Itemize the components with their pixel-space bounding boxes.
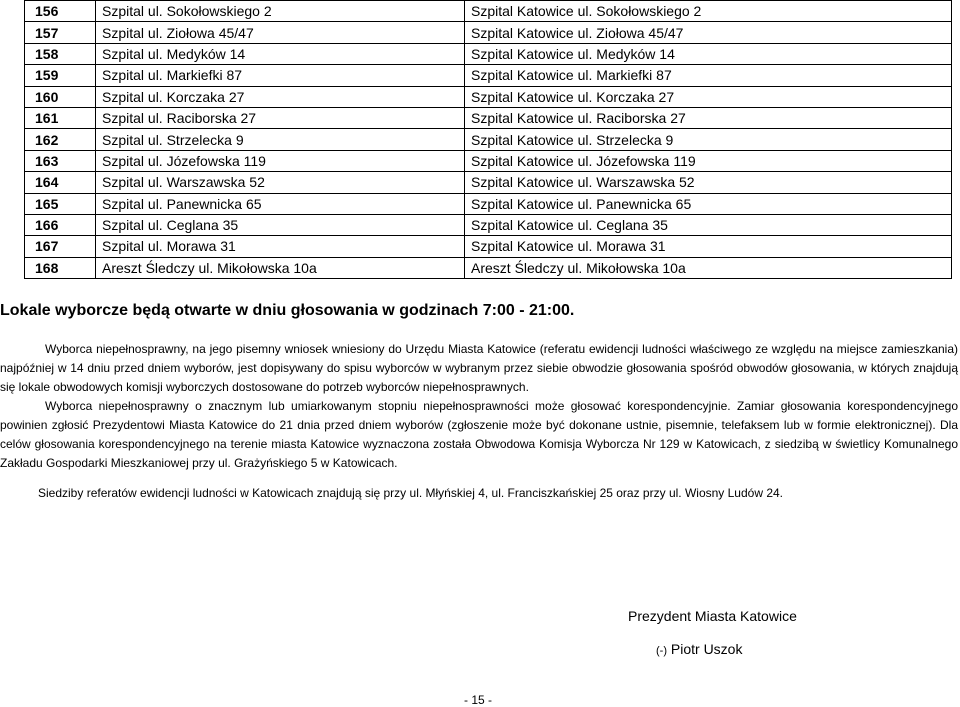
polling-districts-table [24, 0, 952, 279]
district-location-cell: Szpital ul. Ceglana 35 [96, 214, 465, 235]
district-location-cell: Szpital ul. Markiefki 87 [96, 65, 465, 86]
district-number-cell: 161 [25, 107, 96, 128]
table-row [25, 107, 952, 128]
district-number-cell: 164 [25, 172, 96, 193]
signatory-title: Prezydent Miasta Katowice [628, 608, 797, 624]
table-row [25, 172, 952, 193]
signatory-name: Piotr Uszok [670, 641, 743, 657]
commission-seat-cell: Szpital Katowice ul. Medyków 14 [465, 43, 952, 64]
district-location-cell: Szpital ul. Warszawska 52 [96, 172, 465, 193]
page-number: - 15 - [464, 693, 493, 707]
commission-seat-cell: Szpital Katowice ul. Raciborska 27 [465, 107, 952, 128]
district-location-cell: Szpital ul. Panewnicka 65 [96, 193, 465, 214]
table-row [25, 129, 952, 150]
table-row [25, 43, 952, 64]
district-number-cell: 163 [25, 150, 96, 171]
table-row [25, 1, 952, 22]
district-location-cell: Areszt Śledczy ul. Mikołowska 10a [96, 257, 465, 278]
commission-seat-cell: Szpital Katowice ul. Markiefki 87 [465, 65, 952, 86]
postal-voting-paragraph: Wyborca niepełnosprawny o znacznym lub umiarkowanym stopniu niepełnosprawności może głosować korespondencyjnie. Zamiar głosowania korespondencyjnego powinien zgłosić Prezydentowi Miasta Katowice do 21 dnia przed dniem wyborów (zgłoszenie może być dokonane ustnie, pisemnie, telefaksem lub w formie elektronicznej). Dla celów głosowania korespondencyjnego na terenie miasta Katowice wyznaczona została Obwodowa Komisja Wyborcza Nr 129 w Katowicach, z siedzibą w świetlicy Komunalnego Zakładu Gospodarki Mieszkaniowej przy ul. Grażyńskiego 5 w Katowicach. [0, 399, 958, 470]
table-row [25, 150, 952, 171]
district-number-cell: 159 [25, 65, 96, 86]
district-number-cell: 162 [25, 129, 96, 150]
commission-seat-cell: Szpital Katowice ul. Warszawska 52 [465, 172, 952, 193]
district-number-cell: 168 [25, 257, 96, 278]
opening-hours-heading: Lokale wyborcze będą otwarte w dniu głosowania w godzinach 7:00 - 21:00. [0, 302, 575, 319]
commission-seat-cell: Szpital Katowice ul. Ceglana 35 [465, 214, 952, 235]
table-row [25, 65, 952, 86]
table-row [25, 22, 952, 43]
district-number-cell: 165 [25, 193, 96, 214]
commission-seat-cell: Szpital Katowice ul. Strzelecka 9 [465, 129, 952, 150]
district-number-cell: 157 [25, 22, 96, 43]
table-row [25, 193, 952, 214]
district-location-cell: Szpital ul. Raciborska 27 [96, 107, 465, 128]
district-number-cell: 167 [25, 236, 96, 257]
commission-seat-cell: Szpital Katowice ul. Morawa 31 [465, 236, 952, 257]
table-row [25, 236, 952, 257]
district-location-cell: Szpital ul. Ziołowa 45/47 [96, 22, 465, 43]
district-location-cell: Szpital ul. Morawa 31 [96, 236, 465, 257]
district-location-cell: Szpital ul. Strzelecka 9 [96, 129, 465, 150]
district-location-cell: Szpital ul. Sokołowskiego 2 [96, 1, 465, 22]
commission-seat-cell: Szpital Katowice ul. Sokołowskiego 2 [465, 1, 952, 22]
district-number-cell: 156 [25, 1, 96, 22]
signatory-name-line [656, 640, 742, 660]
commission-seat-cell: Szpital Katowice ul. Ziołowa 45/47 [465, 22, 952, 43]
disabled-voter-paragraph: Wyborca niepełnosprawny, na jego pisemny wniosek wniesiony do Urzędu Miasta Katowice (referatu ewidencji ludności właściwego ze względu na miejsce zamieszkania) najpóźniej w 14 dniu przed dniem wyborów, jest dopisywany do spisu wyborców w wybranym przez siebie obwodzie głosowania spośród obwodów głosowania, w których znajdują się lokale obwodowych komisji wyborczych dostosowane do potrzeb wyborców niepełnosprawnych. [0, 342, 958, 394]
table-row [25, 214, 952, 235]
commission-seat-cell: Areszt Śledczy ul. Mikołowska 10a [465, 257, 952, 278]
district-location-cell: Szpital ul. Józefowska 119 [96, 150, 465, 171]
district-location-cell: Szpital ul. Medyków 14 [96, 43, 465, 64]
district-location-cell: Szpital ul. Korczaka 27 [96, 86, 465, 107]
district-number-cell: 166 [25, 214, 96, 235]
commission-seat-cell: Szpital Katowice ul. Panewnicka 65 [465, 193, 952, 214]
commission-seat-cell: Szpital Katowice ul. Józefowska 119 [465, 150, 952, 171]
table-row [25, 86, 952, 107]
signature-prefix: (-) [656, 645, 667, 657]
district-number-cell: 158 [25, 43, 96, 64]
table-row [25, 257, 952, 278]
commission-seat-cell: Szpital Katowice ul. Korczaka 27 [465, 86, 952, 107]
district-number-cell: 160 [25, 86, 96, 107]
registry-offices-paragraph: Siedziby referatów ewidencji ludności w Katowicach znajdują się przy ul. Młyńskiej 4, ul. Franciszkańskiej 25 oraz przy ul. Wiosny Ludów 24. [38, 486, 783, 500]
